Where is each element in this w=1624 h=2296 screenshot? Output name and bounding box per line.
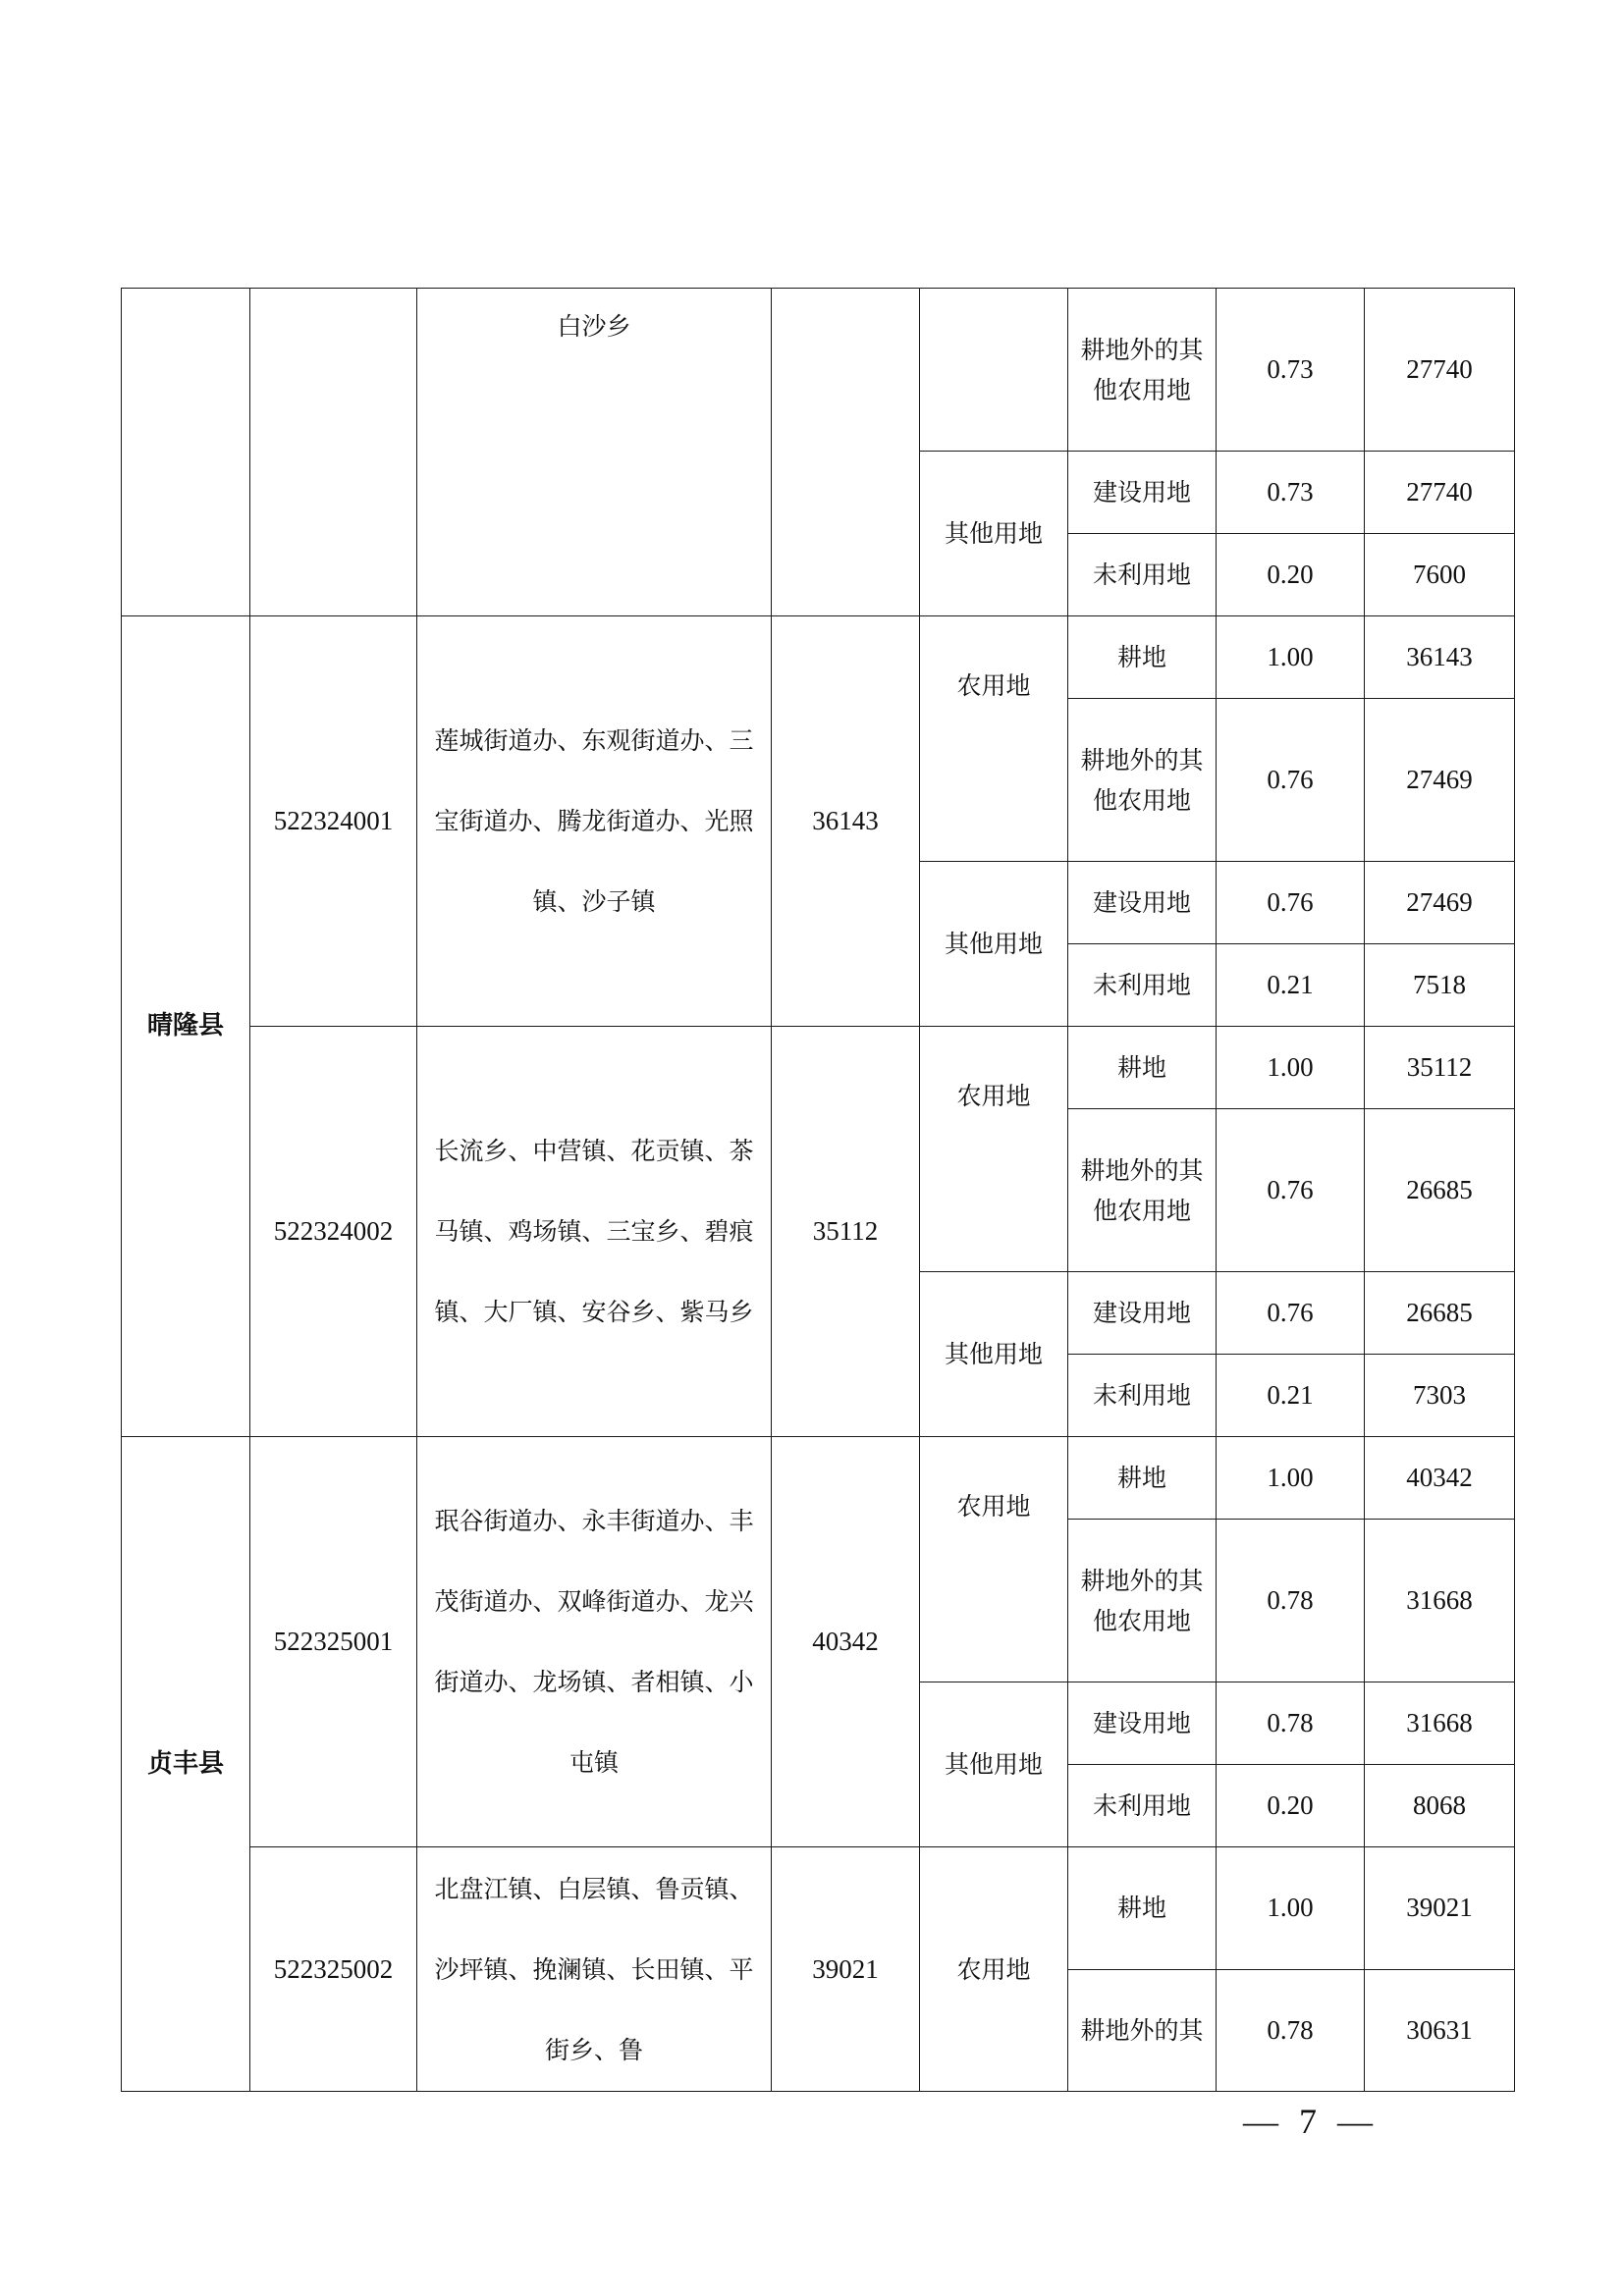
- price-cell: 8068: [1365, 1765, 1515, 1847]
- coefficient-cell: 1.00: [1217, 1847, 1365, 1970]
- coefficient-cell: 0.78: [1217, 1520, 1365, 1682]
- land-category-cell: 其他用地: [920, 1682, 1068, 1847]
- price-cell: 7518: [1365, 944, 1515, 1027]
- land-subtype-cell: 耕地外的其他农用地: [1068, 699, 1217, 862]
- coefficient-cell: 0.76: [1217, 1109, 1365, 1272]
- land-price-table: [121, 288, 1515, 2092]
- coefficient-cell: 0.78: [1217, 1969, 1365, 2092]
- coefficient-cell: 0.20: [1217, 1765, 1365, 1847]
- land-category-cell: 其他用地: [920, 862, 1068, 1027]
- land-subtype-cell: 建设用地: [1068, 452, 1217, 534]
- coefficient-cell: 0.73: [1217, 452, 1365, 534]
- price-cell: 30631: [1365, 1969, 1515, 2092]
- land-subtype-cell: 建设用地: [1068, 1272, 1217, 1355]
- coefficient-cell: 0.21: [1217, 1355, 1365, 1437]
- price-cell: 36143: [1365, 616, 1515, 699]
- price-cell: 27740: [1365, 289, 1515, 452]
- zone-code: 522324001: [250, 616, 417, 1027]
- price-cell: 7600: [1365, 534, 1515, 616]
- zone-towns: 北盘江镇、白层镇、鲁贡镇、沙坪镇、挽澜镇、长田镇、平街乡、鲁: [417, 1847, 772, 2092]
- zone-towns: 珉谷街道办、永丰街道办、丰茂街道办、双峰街道办、龙兴街道办、龙场镇、者相镇、小屯镇: [417, 1437, 772, 1847]
- land-subtype-cell: 耕地外的其他农用地: [1068, 289, 1217, 452]
- price-cell: 35112: [1365, 1027, 1515, 1109]
- price-cell: 40342: [1365, 1437, 1515, 1520]
- county-name: 晴隆县: [122, 616, 250, 1437]
- price-cell: 7303: [1365, 1355, 1515, 1437]
- land-subtype-cell: 耕地: [1068, 1437, 1217, 1520]
- coefficient-cell: 0.20: [1217, 534, 1365, 616]
- zone-base-price: 39021: [772, 1847, 920, 2092]
- zone-code: 522325002: [250, 1847, 417, 2092]
- zone-towns: 莲城街道办、东观街道办、三宝街道办、腾龙街道办、光照镇、沙子镇: [417, 616, 772, 1027]
- land-category-cell: 农用地: [920, 1847, 1068, 2092]
- land-category-cell: 农用地: [920, 1437, 1068, 1682]
- county-cell: [122, 289, 250, 616]
- zone-code: 522325001: [250, 1437, 417, 1847]
- coefficient-cell: 1.00: [1217, 1027, 1365, 1109]
- coefficient-cell: 0.78: [1217, 1682, 1365, 1765]
- price-cell: 39021: [1365, 1847, 1515, 1970]
- land-category-cell: [920, 289, 1068, 452]
- land-subtype-cell: 耕地外的其: [1068, 1969, 1217, 2092]
- page-number: — 7 —: [1243, 2102, 1379, 2141]
- land-category-cell: 农用地: [920, 1027, 1068, 1272]
- land-subtype-cell: 耕地外的其他农用地: [1068, 1109, 1217, 1272]
- coefficient-cell: 0.21: [1217, 944, 1365, 1027]
- land-subtype-cell: 未利用地: [1068, 1355, 1217, 1437]
- zone-base-price: 36143: [772, 616, 920, 1027]
- zone-code-cell: [250, 289, 417, 616]
- land-subtype-cell: 未利用地: [1068, 534, 1217, 616]
- land-subtype-cell: 耕地: [1068, 1847, 1217, 1970]
- price-cell: 27469: [1365, 699, 1515, 862]
- coefficient-cell: 0.76: [1217, 699, 1365, 862]
- coefficient-cell: 0.73: [1217, 289, 1365, 452]
- base-price-cell: [772, 289, 920, 616]
- land-subtype-cell: 耕地: [1068, 1027, 1217, 1109]
- coefficient-cell: 0.76: [1217, 862, 1365, 944]
- price-cell: 27740: [1365, 452, 1515, 534]
- land-subtype-cell: 建设用地: [1068, 862, 1217, 944]
- land-subtype-cell: 耕地外的其他农用地: [1068, 1520, 1217, 1682]
- county-name: 贞丰县: [122, 1437, 250, 2092]
- coefficient-cell: 1.00: [1217, 1437, 1365, 1520]
- price-cell: 31668: [1365, 1682, 1515, 1765]
- price-cell: 26685: [1365, 1272, 1515, 1355]
- coefficient-cell: 1.00: [1217, 616, 1365, 699]
- land-category-cell: 农用地: [920, 616, 1068, 862]
- land-subtype-cell: 未利用地: [1068, 944, 1217, 1027]
- coefficient-cell: 0.76: [1217, 1272, 1365, 1355]
- land-subtype-cell: 建设用地: [1068, 1682, 1217, 1765]
- price-cell: 26685: [1365, 1109, 1515, 1272]
- price-cell: 31668: [1365, 1520, 1515, 1682]
- land-subtype-cell: 未利用地: [1068, 1765, 1217, 1847]
- land-category-cell: 其他用地: [920, 452, 1068, 616]
- zone-towns: 长流乡、中营镇、花贡镇、茶马镇、鸡场镇、三宝乡、碧痕镇、大厂镇、安谷乡、紫马乡: [417, 1027, 772, 1437]
- land-subtype-cell: 耕地: [1068, 616, 1217, 699]
- towns-cell: 白沙乡: [417, 289, 772, 616]
- zone-base-price: 35112: [772, 1027, 920, 1437]
- zone-base-price: 40342: [772, 1437, 920, 1847]
- land-category-cell: 其他用地: [920, 1272, 1068, 1437]
- zone-code: 522324002: [250, 1027, 417, 1437]
- price-cell: 27469: [1365, 862, 1515, 944]
